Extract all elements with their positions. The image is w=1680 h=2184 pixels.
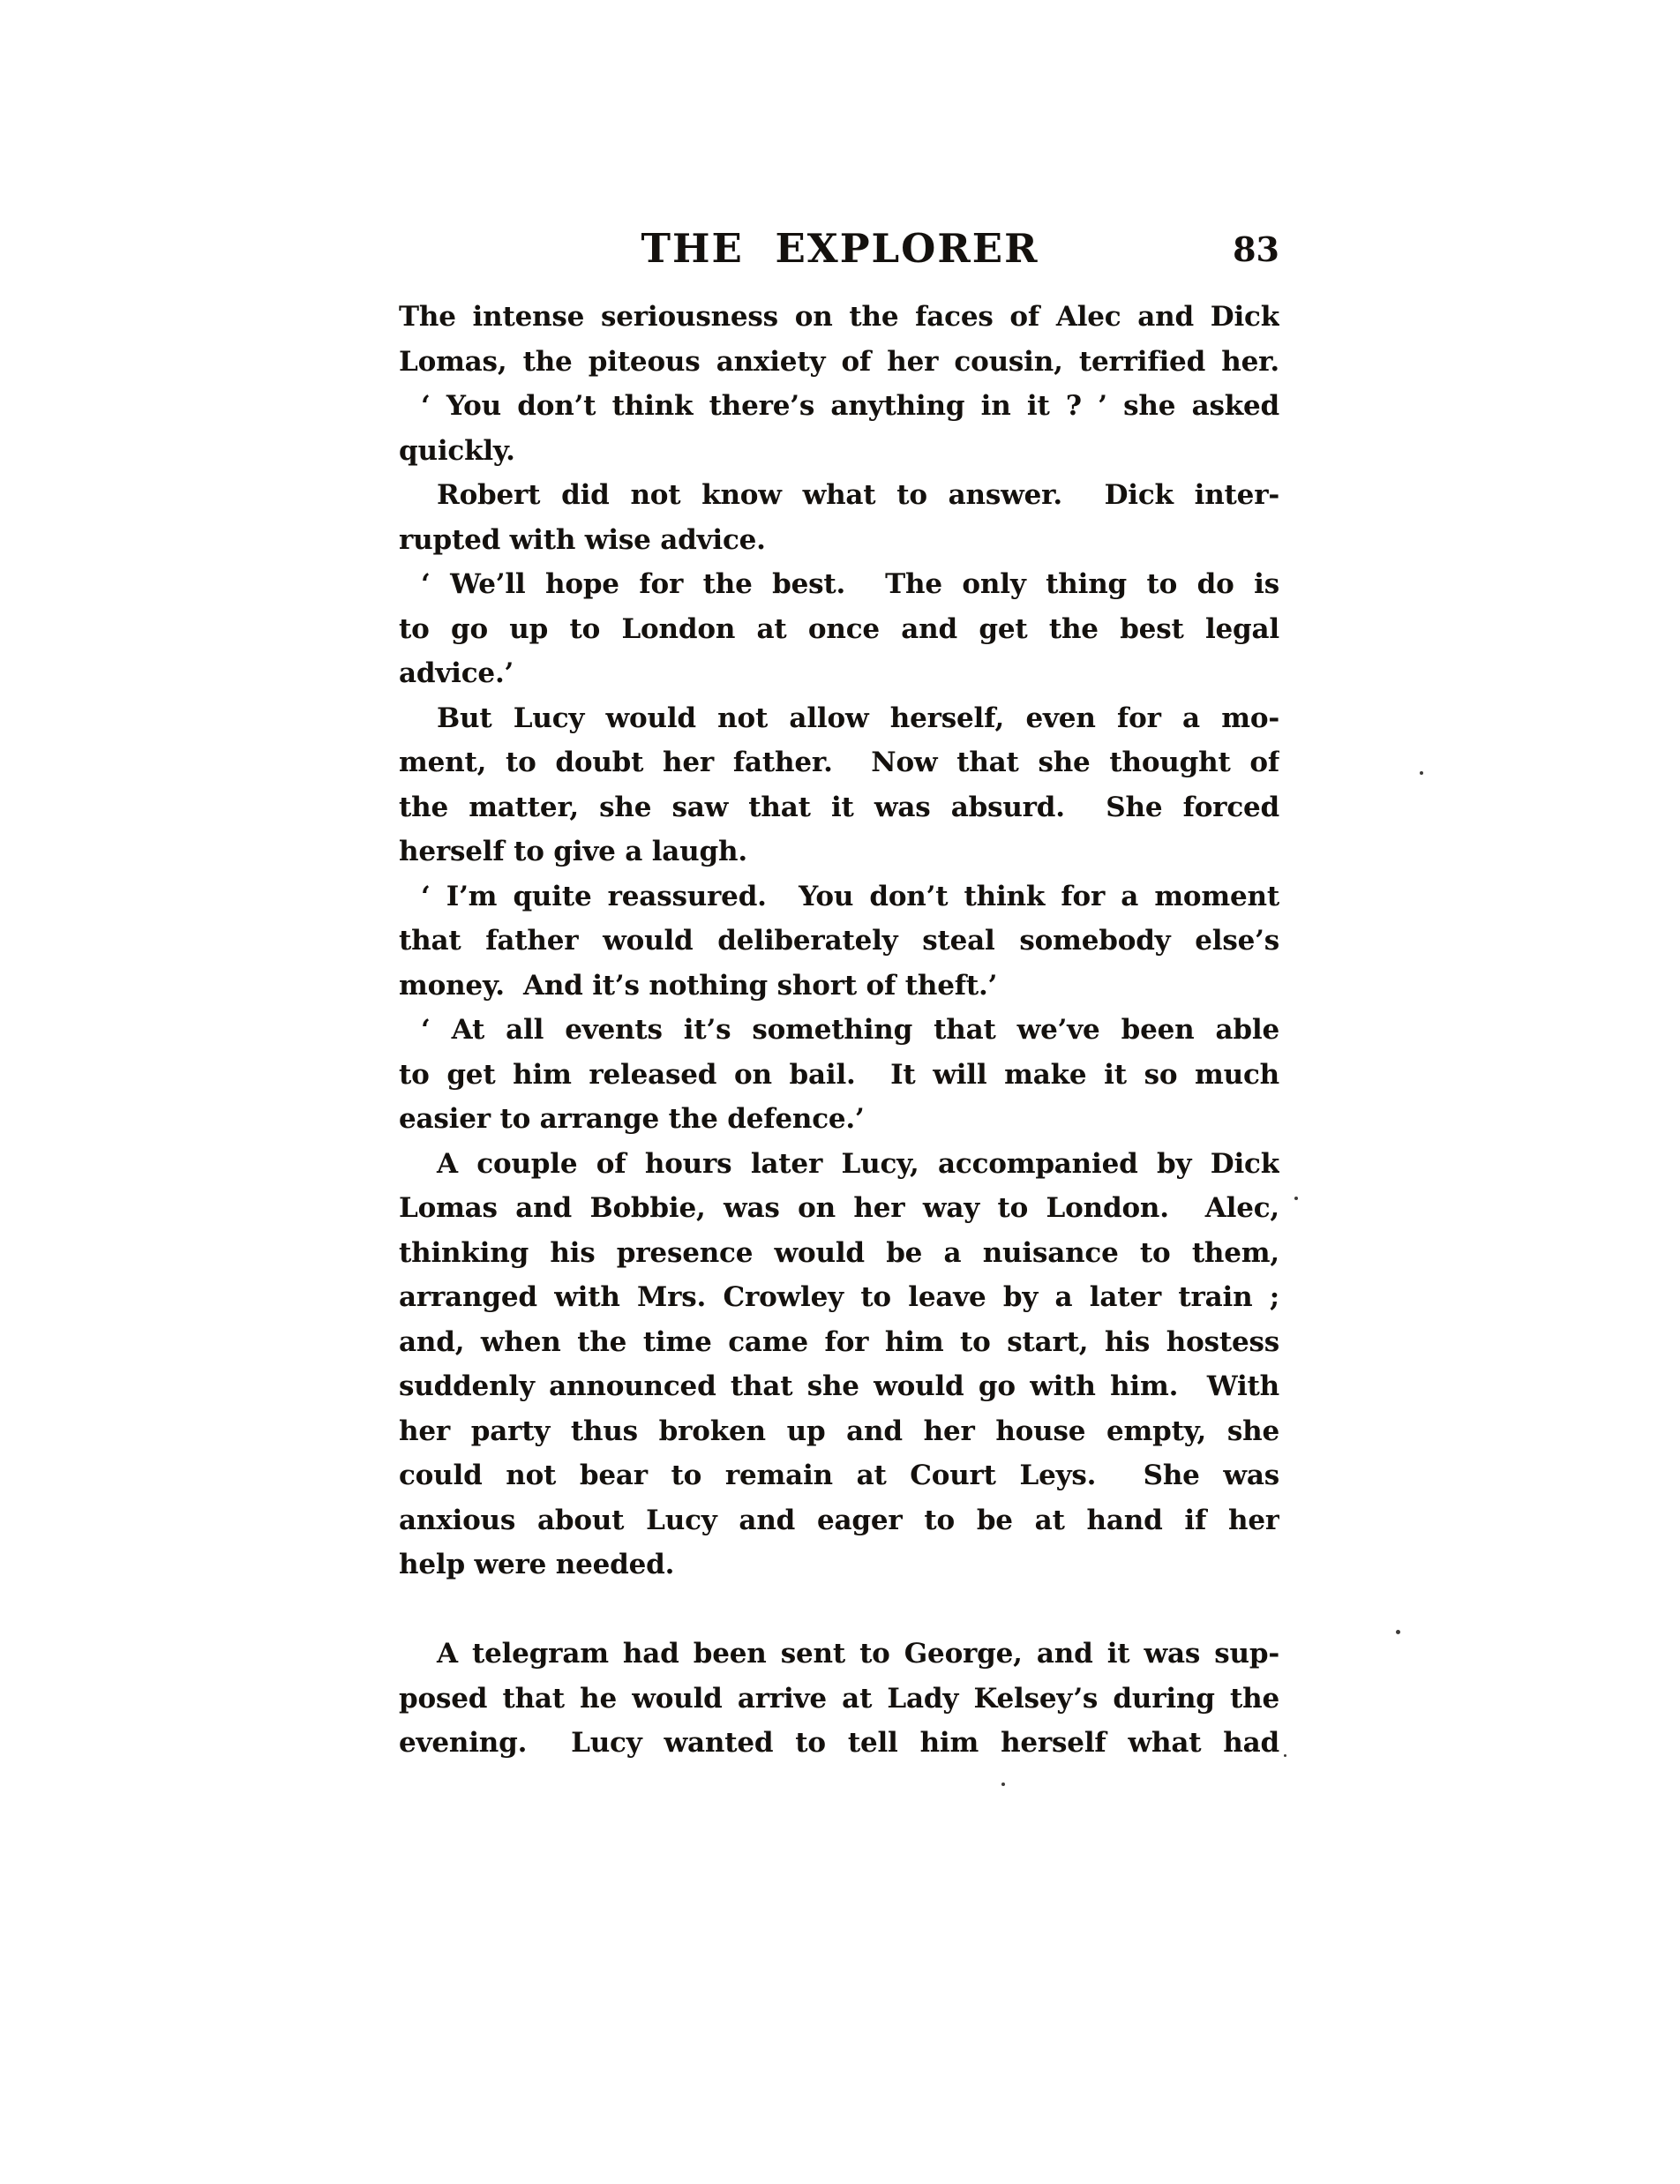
text-line: Lomas and Bobbie, was on her way to London. Alec,: [399, 1192, 1279, 1224]
page-number: 83: [1233, 229, 1279, 269]
text-line: to get him released on bail. It will make it so much: [399, 1058, 1279, 1091]
text-line: quickly.: [399, 434, 515, 467]
text-line: A telegram had been sent to George, and it was sup-: [437, 1638, 1279, 1670]
text-line: A couple of hours later Lucy, accompanied by Dick: [437, 1147, 1279, 1180]
paragraph: [399, 1632, 1279, 1766]
text-line: and, when the time came for him to start, his hostess: [399, 1325, 1279, 1358]
text-line: ‘ I’m quite reassured. You don’t think for a moment: [421, 880, 1279, 912]
paragraph: [399, 295, 1279, 384]
text-line: thinking his presence would be a nuisance to them,: [399, 1236, 1279, 1269]
text-line: money. And it’s nothing short of theft.’: [399, 969, 998, 1002]
paragraph: [399, 1142, 1279, 1587]
scan-speck: [1284, 1754, 1286, 1757]
body-text: [399, 295, 1279, 1766]
text-line: anxious about Lucy and eager to be at hand if her: [399, 1504, 1279, 1536]
text-line: evening. Lucy wanted to tell him herself what had: [399, 1727, 1279, 1759]
text-line: ‘ We’ll hope for the best. The only thing to do is: [421, 568, 1279, 600]
running-header: [0, 0, 1680, 291]
text-line: ment, to doubt her father. Now that she thought of: [399, 747, 1279, 778]
text-line: Robert did not know what to answer. Dick inter-: [437, 479, 1279, 511]
text-line: the matter, she saw that it was absurd. She forced: [399, 791, 1279, 823]
text-line: rupted with wise advice.: [399, 523, 766, 556]
paragraph: [399, 384, 1279, 473]
text-line: easier to arrange the defence.’: [399, 1103, 865, 1135]
text-line: arranged with Mrs. Crowley to leave by a later train ;: [399, 1281, 1279, 1313]
text-line: But Lucy would not allow herself, even for a mo-: [437, 702, 1279, 734]
text-line: ‘ At all events it’s something that we’ve been able: [421, 1014, 1279, 1046]
paragraph: [399, 874, 1279, 1009]
scan-speck: [1396, 1630, 1400, 1634]
text-line: could not bear to remain at Court Leys. She was: [399, 1460, 1279, 1491]
text-line: ‘ You don’t think there’s anything in it ? ’ she asked: [421, 390, 1279, 422]
paragraph: [399, 696, 1279, 874]
page-title: THE EXPLORER: [641, 225, 1039, 272]
text-line: that father would deliberately steal somebody else’s: [399, 925, 1279, 957]
text-line: suddenly announced that she would go with him. With: [399, 1370, 1279, 1402]
scan-speck: [1420, 771, 1423, 775]
scan-speck: [1001, 1782, 1005, 1786]
text-line: posed that he would arrive at Lady Kelsey’s during the: [399, 1682, 1279, 1715]
text-line: Lomas, the piteous anxiety of her cousin, terrified her.: [399, 345, 1279, 378]
paragraph: [399, 562, 1279, 696]
text-line: herself to give a laugh.: [399, 836, 747, 867]
paragraph: [399, 1008, 1279, 1142]
text-line: help were needed.: [399, 1549, 675, 1580]
paragraph: [399, 473, 1279, 562]
text-line: to go up to London at once and get the best legal: [399, 612, 1279, 645]
text-line: advice.’: [399, 657, 514, 689]
text-line: The intense seriousness on the faces of Alec and Dick: [399, 301, 1279, 333]
text-line: her party thus broken up and her house empty, she: [399, 1415, 1279, 1447]
scan-speck: [1294, 1197, 1298, 1200]
